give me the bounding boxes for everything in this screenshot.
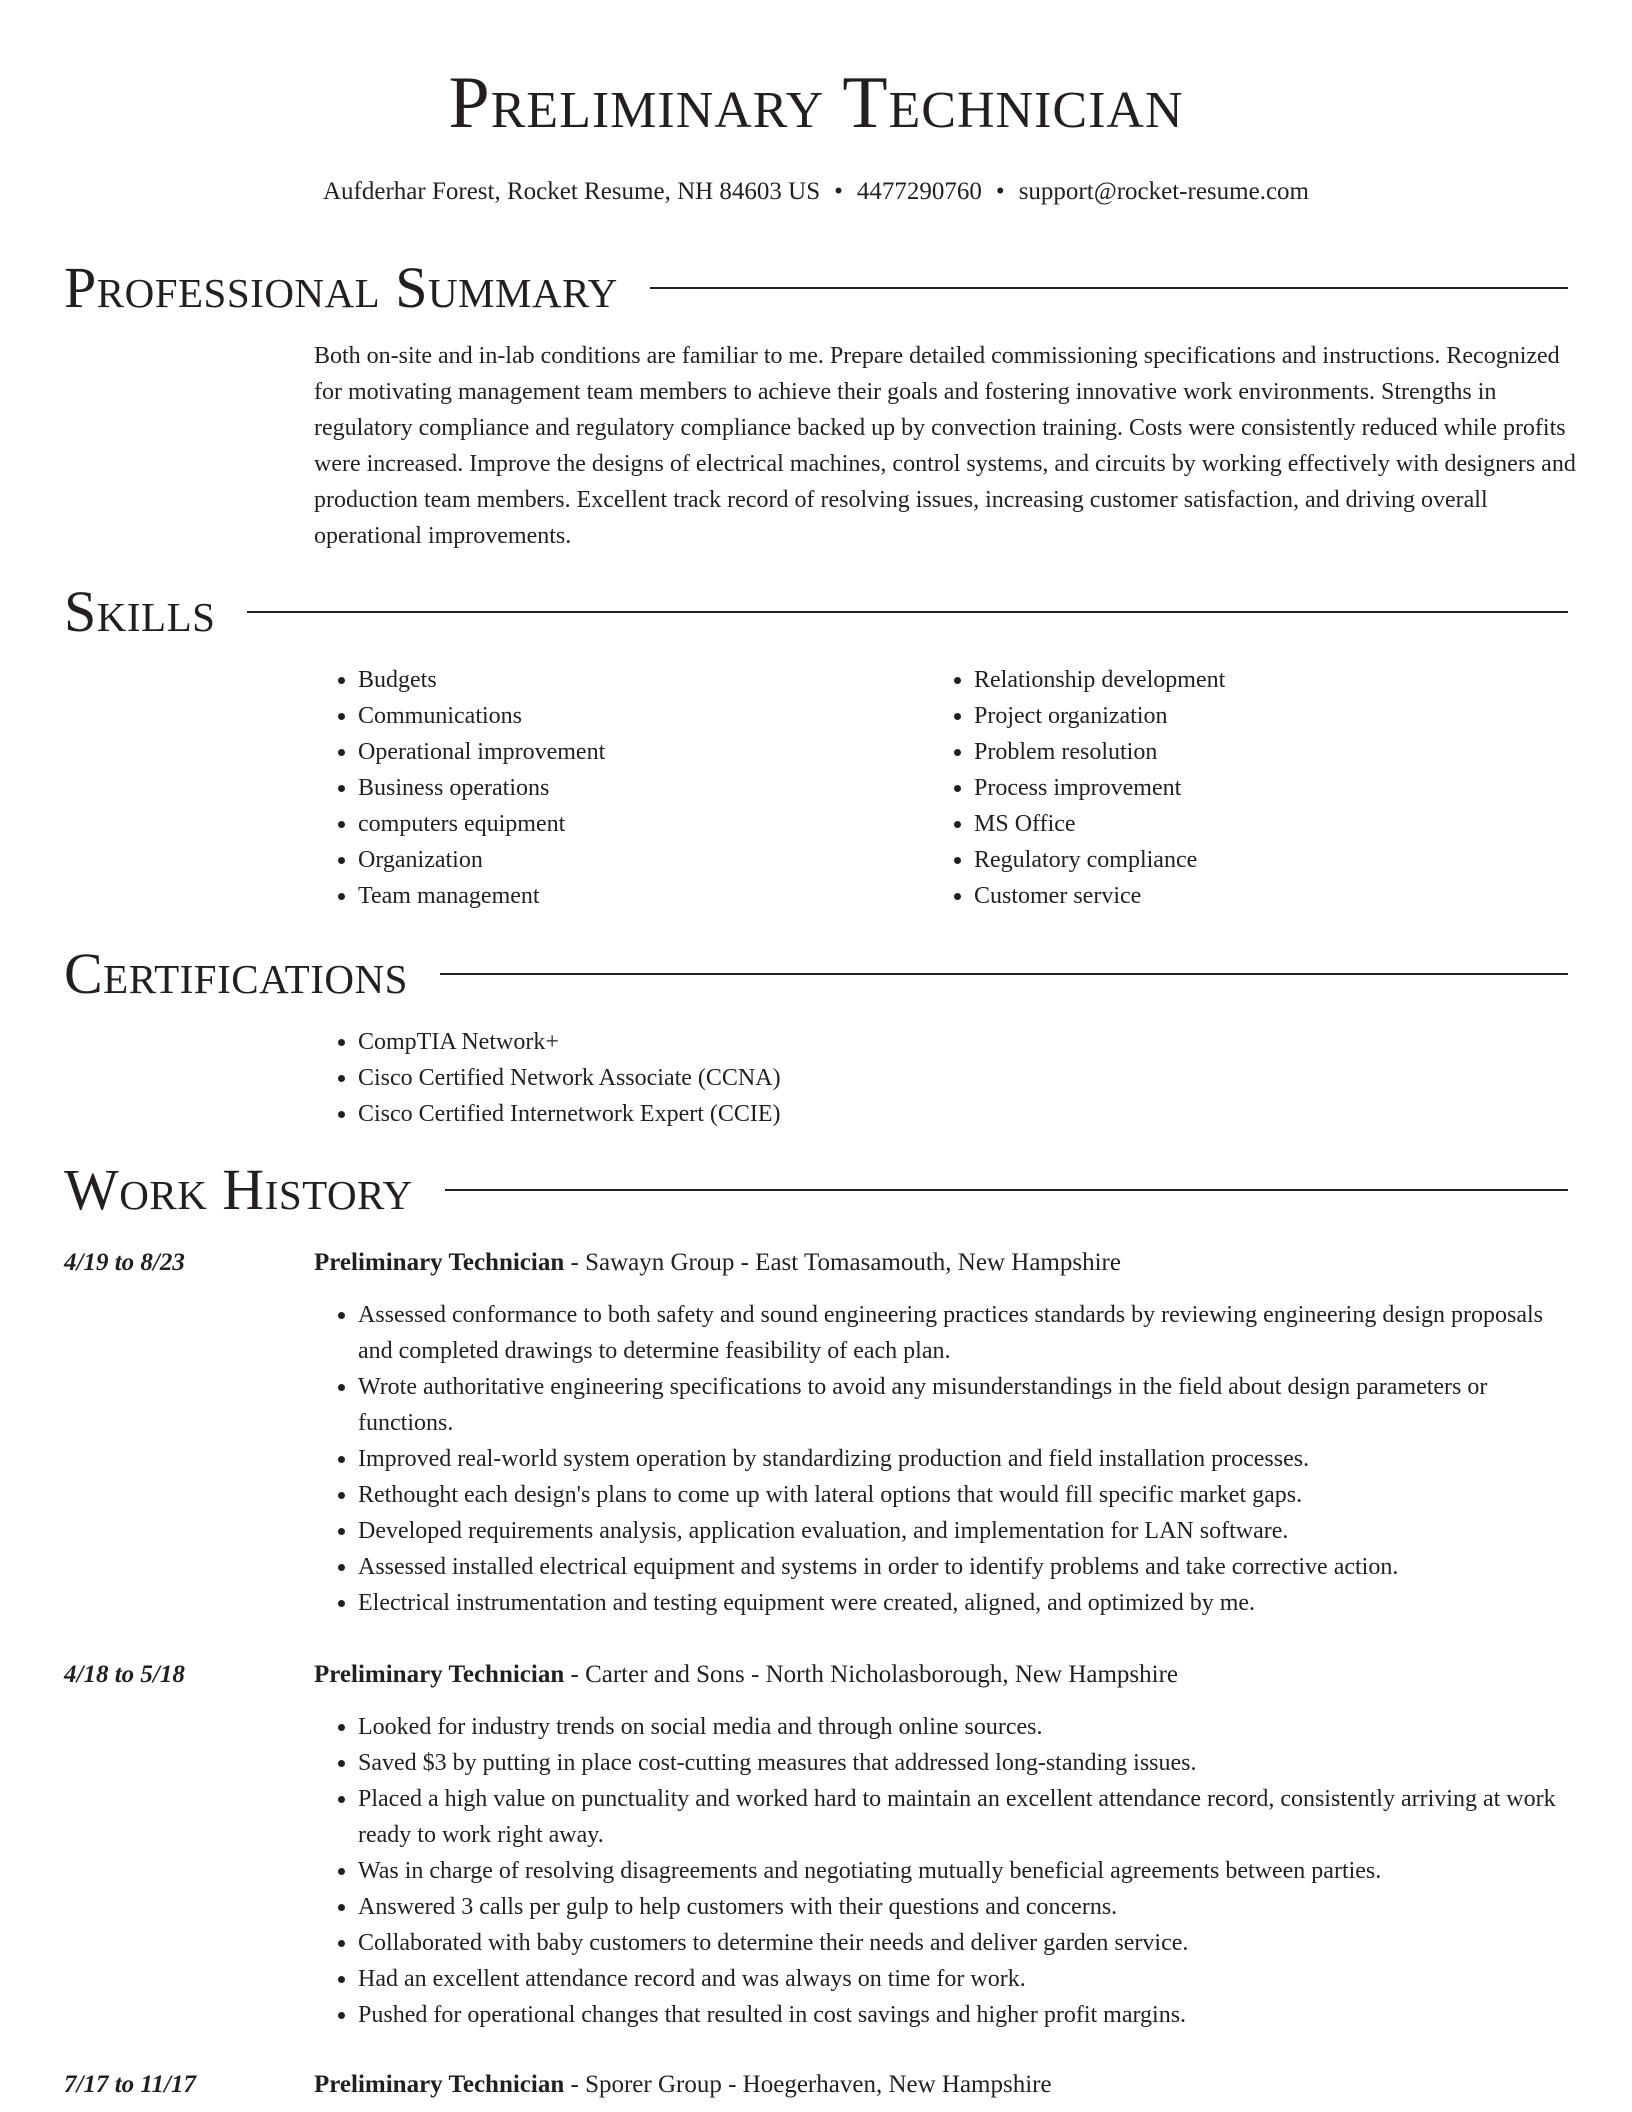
section-title-certifications: Certifications xyxy=(64,941,408,1006)
skill-item: • Budgets xyxy=(358,662,874,698)
job-bullet: • Collaborated with baby customers to determine their needs and deliver garden service. xyxy=(358,1925,1576,1961)
skill-item: • Business operations xyxy=(358,770,874,806)
summary-section-heading xyxy=(64,256,1568,320)
job-bullet: • Answered 3 calls per gulp to help customers with their questions and concerns. xyxy=(358,1889,1576,1925)
job-bullet: • Assessed installed electrical equipment and systems in order to identify problems and take corrective action. xyxy=(358,1549,1576,1585)
job-bullet: • Electrical instrumentation and testing equipment were created, aligned, and optimized by me. xyxy=(358,1585,1576,1621)
certification-item: • CompTIA Network+ xyxy=(358,1024,1514,1060)
job-bullet-list xyxy=(314,1297,1576,1621)
section-divider xyxy=(440,973,1568,975)
job-bullet-list xyxy=(314,1709,1576,2033)
job-bullet: • Rethought each design's plans to come up with lateral options that would fill specific market gaps. xyxy=(358,1477,1576,1513)
section-divider xyxy=(247,611,1568,613)
section-title-summary: Professional Summary xyxy=(64,255,618,320)
certifications-list xyxy=(314,1024,1514,1132)
job-company-location: - Sporer Group - Hoegerhaven, New Hampshire xyxy=(564,2071,1052,2098)
job-title: Preliminary Technician xyxy=(314,1249,565,1276)
skill-item: • Regulatory compliance xyxy=(974,842,1530,878)
skill-item: • Customer service xyxy=(974,878,1530,914)
job-title: Preliminary Technician xyxy=(314,2071,565,2098)
skill-item: • Process improvement xyxy=(974,770,1530,806)
skills-column-right xyxy=(930,662,1530,914)
skills-section-heading xyxy=(64,580,1568,644)
skills-list xyxy=(930,662,1530,914)
section-divider xyxy=(445,1189,1568,1191)
job-bullet: • Looked for industry trends on social media and through online sources. xyxy=(358,1709,1576,1745)
job-title: Preliminary Technician xyxy=(314,1661,565,1688)
work-section-heading xyxy=(64,1158,1568,1222)
job-bullets xyxy=(314,1709,1576,2033)
skills-column-left xyxy=(314,662,874,914)
job-company-location: - Sawayn Group - East Tomasamouth, New Hampshire xyxy=(564,1249,1121,1276)
separator: • xyxy=(995,178,1005,205)
certification-item: • Cisco Certified Network Associate (CCNA) xyxy=(358,1060,1514,1096)
skill-item: • Relationship development xyxy=(974,662,1530,698)
job-bullet: • Placed a high value on punctuality and worked hard to maintain an excellent attendance record, consistently arriving at work ready to work right away. xyxy=(358,1781,1576,1853)
certification-item: • Cisco Certified Internetwork Expert (CCIE) xyxy=(358,1096,1514,1132)
skills-list xyxy=(314,662,874,914)
separator: • xyxy=(834,178,843,205)
job-bullets xyxy=(314,1297,1576,1621)
job-bullet: • Pushed for operational changes that resulted in cost savings and higher profit margins. xyxy=(358,1997,1576,2033)
skill-item: • Problem resolution xyxy=(974,734,1530,770)
email: support@rocket-resume.com xyxy=(1018,178,1309,205)
address: Aufderhar Forest, Rocket Resume, NH 84603 US xyxy=(323,178,821,205)
summary-text: Both on-site and in-lab conditions are familiar to me. Prepare detailed commissioning specifications and instructions. Recognized for motivating management team members to achieve their goals and fostering innovative work environments. Strengths in regulatory compliance and regulatory compliance backed up by convection training. Costs were consistently reduced while profits were increased. Improve the designs of electrical machines, control systems, and circuits by working effectively with designers and production team members. Excellent track record of resolving issues, increasing customer satisfaction, and driving overall operational improvements. xyxy=(314,343,1576,549)
skill-item: • Project organization xyxy=(974,698,1530,734)
skill-item: • computers equipment xyxy=(358,806,874,842)
job-company-location: - Carter and Sons - North Nicholasborough, New Hampshire xyxy=(564,1661,1179,1688)
job-title-line xyxy=(314,2067,1576,2103)
job-dates: 4/19 to 8/23 xyxy=(64,1249,185,1276)
job-bullet: • Was in charge of resolving disagreements and negotiating mutually beneficial agreements between parties. xyxy=(358,1853,1576,1889)
skill-item: • Organization xyxy=(358,842,874,878)
section-divider xyxy=(650,287,1568,289)
job-title-line xyxy=(314,1245,1576,1281)
job-bullet: • Assessed conformance to both safety and sound engineering practices standards by reviewing engineering design proposals and completed drawings to determine feasibility of each plan. xyxy=(358,1297,1576,1369)
skill-item: • Operational improvement xyxy=(358,734,874,770)
contact-line xyxy=(0,174,1632,210)
job-title-line xyxy=(314,1657,1576,1693)
skill-item: • Communications xyxy=(358,698,874,734)
job-bullet: • Had an excellent attendance record and was always on time for work. xyxy=(358,1961,1576,1997)
job-bullet: • Developed requirements analysis, application evaluation, and implementation for LAN software. xyxy=(358,1513,1576,1549)
section-title-work-history: Work History xyxy=(64,1157,413,1222)
job-bullet: • Saved $3 by putting in place cost-cutting measures that addressed long-standing issues. xyxy=(358,1745,1576,1781)
candidate-name: Preliminary Technician xyxy=(448,62,1184,144)
section-title-skills: Skills xyxy=(64,579,216,644)
job-bullet: • Improved real-world system operation by standardizing production and field installation processes. xyxy=(358,1441,1576,1477)
skill-item: • Team management xyxy=(358,878,874,914)
job-dates: 4/18 to 5/18 xyxy=(64,1661,185,1688)
skill-item: • MS Office xyxy=(974,806,1530,842)
phone: 4477290760 xyxy=(856,178,982,205)
job-bullet: • Wrote authoritative engineering specifications to avoid any misunderstandings in the field about design parameters or functions. xyxy=(358,1369,1576,1441)
certifications-section-heading xyxy=(64,942,1568,1006)
job-dates: 7/17 to 11/17 xyxy=(64,2071,196,2098)
certifications xyxy=(314,1024,1514,1132)
